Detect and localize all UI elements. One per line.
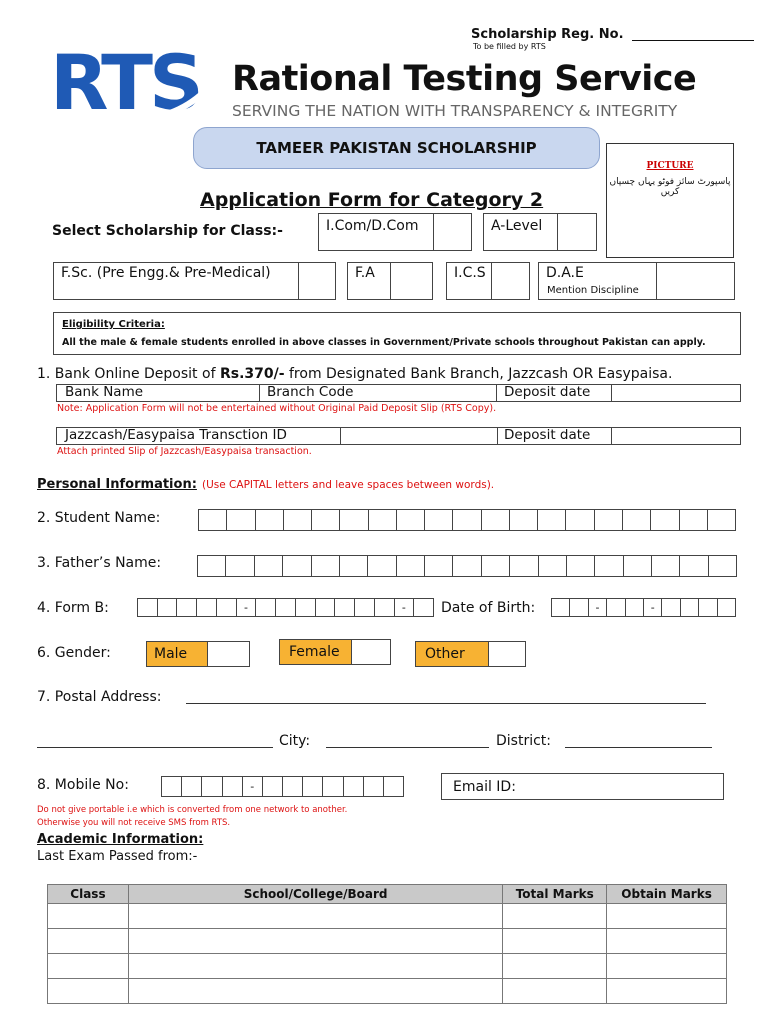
option-dae[interactable]	[538, 262, 735, 300]
jazzcash-date-label: Deposit date	[504, 427, 591, 443]
dob-cells[interactable]	[551, 598, 736, 617]
table-row	[48, 979, 727, 1004]
table-cell[interactable]	[607, 979, 727, 1004]
reg-no-field[interactable]	[632, 26, 754, 41]
picture-box[interactable]	[606, 143, 734, 258]
gender-other-option[interactable]	[415, 641, 526, 667]
option-ics[interactable]	[446, 262, 530, 300]
col-header-total-marks: Total Marks	[503, 885, 607, 904]
option-fa-checkbox[interactable]	[390, 263, 433, 299]
dae-discipline-note: Mention Discipline	[547, 285, 639, 296]
gender-label: 6. Gender:	[37, 645, 111, 661]
jazzcash-row	[56, 427, 741, 445]
table-cell[interactable]	[48, 979, 129, 1004]
bank-intro	[37, 366, 672, 382]
gender-female-option[interactable]	[279, 639, 391, 665]
table-cell[interactable]	[128, 979, 502, 1004]
table-cell[interactable]	[607, 904, 727, 929]
bank-intro-pre: 1. Bank Online Deposit of	[37, 366, 220, 382]
form-b-cells[interactable]	[137, 598, 434, 617]
email-field[interactable]	[441, 773, 724, 800]
table-cell[interactable]	[48, 929, 129, 954]
rts-logo-text: RTS	[50, 38, 200, 127]
mobile-label: 8. Mobile No:	[37, 777, 129, 793]
table-cell[interactable]	[128, 929, 502, 954]
form-b-label: 4. Form B:	[37, 600, 109, 616]
class-select-label: Select Scholarship for Class:-	[52, 223, 283, 239]
option-icom-label: I.Com/D.Com	[326, 218, 419, 234]
option-icom[interactable]	[318, 213, 472, 251]
student-name-cells[interactable]	[198, 509, 736, 531]
postal-address-input[interactable]	[186, 689, 706, 704]
deposit-date-field[interactable]	[496, 385, 740, 401]
table-cell[interactable]	[48, 954, 129, 979]
rts-logo	[50, 38, 230, 127]
gender-male-checkbox[interactable]	[207, 642, 250, 666]
option-fa-label: F.A	[355, 265, 375, 281]
table-cell[interactable]	[503, 904, 607, 929]
city-label: City:	[279, 733, 311, 749]
mobile-cells[interactable]	[161, 776, 404, 797]
table-cell[interactable]	[128, 904, 502, 929]
academic-table	[47, 884, 727, 1004]
table-cell[interactable]	[48, 904, 129, 929]
gender-female-label: Female	[280, 640, 351, 664]
jazzcash-id-field[interactable]	[57, 428, 498, 444]
col-header-class: Class	[48, 885, 129, 904]
bank-name-field[interactable]	[57, 385, 260, 401]
gender-male-option[interactable]	[146, 641, 250, 667]
table-cell[interactable]	[607, 954, 727, 979]
gender-male-label: Male	[147, 642, 207, 666]
reg-no-note: To be filled by RTS	[473, 42, 546, 51]
academic-title: Academic Information:	[37, 832, 204, 847]
table-cell[interactable]	[607, 929, 727, 954]
eligibility-box	[53, 312, 741, 355]
mobile-dash: -	[243, 777, 263, 796]
option-alevel-label: A-Level	[491, 218, 543, 234]
option-ics-checkbox[interactable]	[491, 263, 530, 299]
academic-table-header	[48, 885, 727, 904]
option-alevel-checkbox[interactable]	[557, 214, 597, 250]
gender-female-checkbox[interactable]	[351, 640, 391, 664]
bank-intro-post: from Designated Bank Branch, Jazzcash OR Easypaisa.	[284, 366, 673, 382]
option-fa[interactable]	[347, 262, 433, 300]
option-dae-checkbox[interactable]	[656, 263, 735, 299]
eligibility-title: Eligibility Criteria:	[62, 319, 165, 330]
father-name-cells[interactable]	[197, 555, 737, 577]
tagline: SERVING THE NATION WITH TRANSPARENCY & INTEGRITY	[232, 102, 678, 120]
student-name-label: 2. Student Name:	[37, 510, 161, 526]
mobile-note-1: Do not give portable i.e which is converted from one network to another.	[37, 805, 348, 815]
option-fsc[interactable]	[53, 262, 336, 300]
address-line2-input[interactable]	[37, 733, 273, 748]
col-header-obtain-marks: Obtain Marks	[607, 885, 727, 904]
dob-dash: -	[644, 599, 662, 616]
table-row	[48, 954, 727, 979]
gender-other-label: Other	[416, 642, 488, 666]
option-ics-label: I.C.S	[454, 265, 486, 281]
form-title: Application Form for Category 2	[200, 189, 544, 211]
table-cell[interactable]	[503, 979, 607, 1004]
dob-label: Date of Birth:	[441, 600, 536, 616]
table-cell[interactable]	[128, 954, 502, 979]
deposit-date-label: Deposit date	[504, 384, 591, 400]
table-row	[48, 904, 727, 929]
org-name: Rational Testing Service	[232, 59, 697, 99]
bank-intro-amount: Rs.370/-	[219, 366, 285, 382]
bank-name-label: Bank Name	[65, 384, 144, 400]
personal-info-note: (Use CAPITAL letters and leave spaces between words).	[202, 479, 495, 491]
bank-details-row	[56, 384, 741, 402]
table-cell[interactable]	[503, 929, 607, 954]
gender-other-checkbox[interactable]	[488, 642, 526, 666]
scholarship-title-pill	[193, 127, 600, 169]
last-exam-label: Last Exam Passed from:-	[37, 849, 198, 864]
scholarship-title: TAMEER PAKISTAN SCHOLARSHIP	[256, 139, 537, 157]
personal-info-heading	[37, 473, 494, 492]
form-b-dash: -	[237, 599, 257, 616]
option-fsc-label: F.Sc. (Pre Engg.& Pre-Medical)	[61, 265, 271, 281]
form-b-dash: -	[395, 599, 415, 616]
option-icom-checkbox[interactable]	[433, 214, 473, 250]
email-label: Email ID:	[453, 779, 516, 795]
reg-no-label: Scholarship Reg. No.	[471, 27, 624, 42]
jazzcash-date-field[interactable]	[497, 428, 740, 444]
city-input[interactable]	[326, 733, 489, 748]
father-name-label: 3. Father’s Name:	[37, 555, 162, 571]
eligibility-text: All the male & female students enrolled in above classes in Government/Private schools throughout Pakistan can apply.	[62, 337, 706, 348]
deposit-note: Note: Application Form will not be entertained without Original Paid Deposit Slip (RTS Copy).	[57, 403, 497, 414]
picture-urdu-note: پاسپورٹ سائز فوٹو یہاں چسپاں کریں	[609, 177, 731, 197]
col-header-school: School/College/Board	[128, 885, 502, 904]
option-fsc-checkbox[interactable]	[298, 263, 336, 299]
personal-info-title: Personal Information:	[37, 477, 197, 492]
jazzcash-note: Attach printed Slip of Jazzcash/Easypaisa transaction.	[57, 446, 312, 457]
mobile-note-2: Otherwise you will not receive SMS from RTS.	[37, 818, 231, 828]
postal-address-label: 7. Postal Address:	[37, 689, 162, 705]
branch-code-label: Branch Code	[267, 384, 354, 400]
jazzcash-id-label: Jazzcash/Easypaisa Transction ID	[65, 427, 287, 443]
dob-dash: -	[589, 599, 607, 616]
option-alevel[interactable]	[483, 213, 597, 251]
picture-title: PICTURE	[646, 161, 694, 171]
table-row	[48, 929, 727, 954]
branch-code-field[interactable]	[259, 385, 497, 401]
option-dae-label: D.A.E	[546, 265, 584, 281]
table-cell[interactable]	[503, 954, 607, 979]
logo-swoosh-icon	[50, 38, 230, 127]
district-label: District:	[496, 733, 552, 749]
district-input[interactable]	[565, 733, 712, 748]
